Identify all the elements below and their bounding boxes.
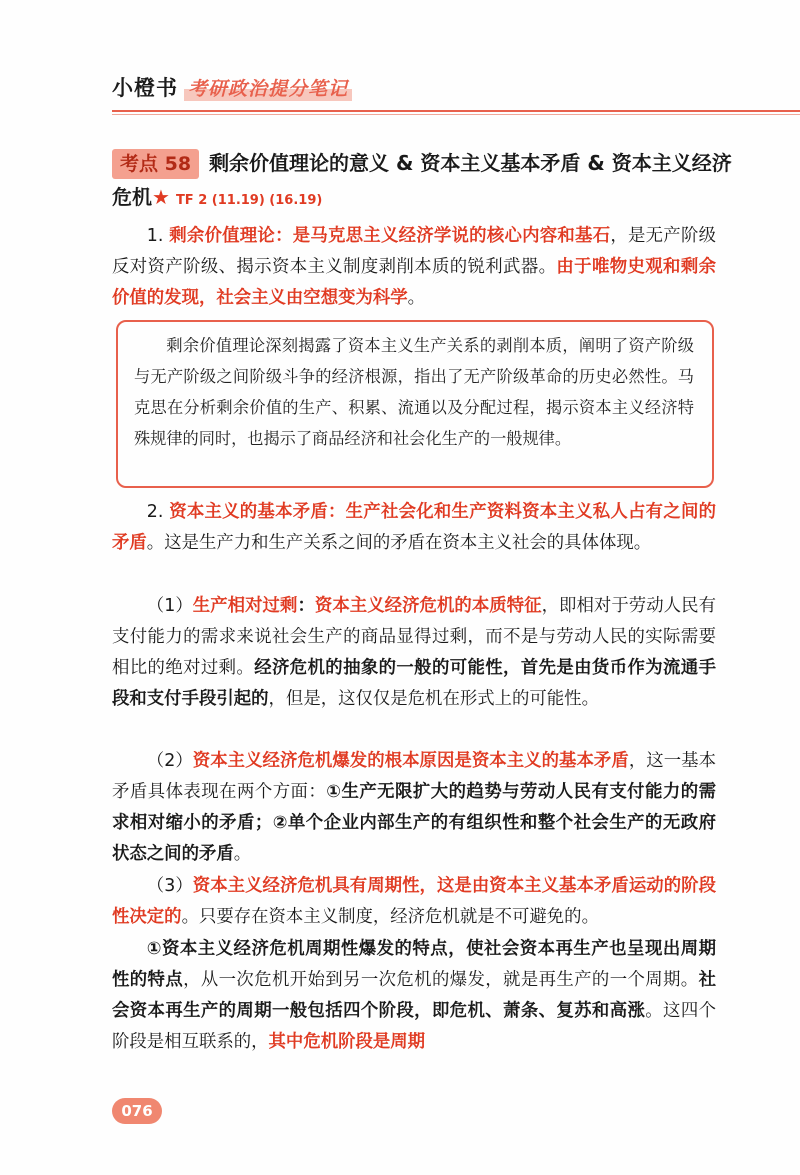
header-divider [112,110,800,112]
note-box [116,320,714,488]
paragraph-4: （2）资本主义经济危机爆发的根本原因是资本主义的基本矛盾，这一基本矛盾具体表现在两个方面：①生产无限扩大的趋势与劳动人民有支付能力的需求相对缩小的矛盾；②单个企业内部生产的有组织性和整个社会生产的无政府状态之间的矛盾。 [112,751,716,864]
topic-tag: 考点 58 [112,149,199,179]
series-title: 考研政治提分笔记 [184,74,352,101]
section-title-text: 剩余价值理论的意义 & 资本主义基本矛盾 & 资本主义经济危机 [112,151,732,209]
running-header [112,72,352,102]
paragraph-1: 1. 剩余价值理论：是马克思主义经济学说的核心内容和基石，是无产阶级反对资产阶级、揭示资本主义制度剥削本质的锐利武器。由于唯物史观和剩余价值的发现，社会主义由空想变为科学。 [112,226,716,308]
star-icon: ★ [152,185,170,209]
brand-name: 小橙书 [112,76,178,100]
paragraph-2: 2. 资本主义的基本矛盾：生产社会化和生产资料资本主义私人占有之间的矛盾。这是生产力和生产关系之间的矛盾在资本主义社会的具体体现。 [112,502,716,553]
term-label: 剩余价值理论： [169,226,293,246]
term-definition: 是马克思主义经济学说的核心内容和基石 [292,226,611,246]
paragraph-3: （1）生产相对过剩：资本主义经济危机的本质特征，即相对于劳动人民有支付能力的需求来说社会生产的商品显得过剩，而不是与劳动人民的实际需要相比的绝对过剩。经济危机的抽象的一般的可能性，首先是由货币作为流通手段和支付手段引起的，但是，这仅仅是危机在形式上的可能性。 [112,596,716,709]
paragraph-6: ①资本主义经济危机周期性爆发的特点，使社会资本再生产也呈现出周期性的特点，从一次危机开始到另一次危机的爆发，就是再生产的一个周期。社会资本再生产的周期一般包括四个阶段，即危机、萧条、复苏和高涨。这四个阶段是相互联系的，其中危机阶段是周期 [112,939,716,1052]
paragraph-5: （3）资本主义经济危机具有周期性，这是由资本主义基本矛盾运动的阶段性决定的。只要存在资本主义制度，经济危机就是不可避免的。 [112,876,716,927]
header-divider-thin [112,114,800,115]
section-title [112,146,732,218]
page-number: 076 [112,1098,162,1124]
note-text: 剩余价值理论深刻揭露了资本主义生产关系的剥削本质，阐明了资产阶级与无产阶级之间阶级斗争的经济根源，指出了无产阶级革命的历史必然性。马克思在分析剩余价值的生产、积累、流通以及分配过程，揭示资本主义经济特殊规律的同时，也揭示了商品经济和社会化生产的一般规律。 [134,336,694,448]
exam-frequency: TF 2 (11.19) (16.19) [175,193,323,208]
